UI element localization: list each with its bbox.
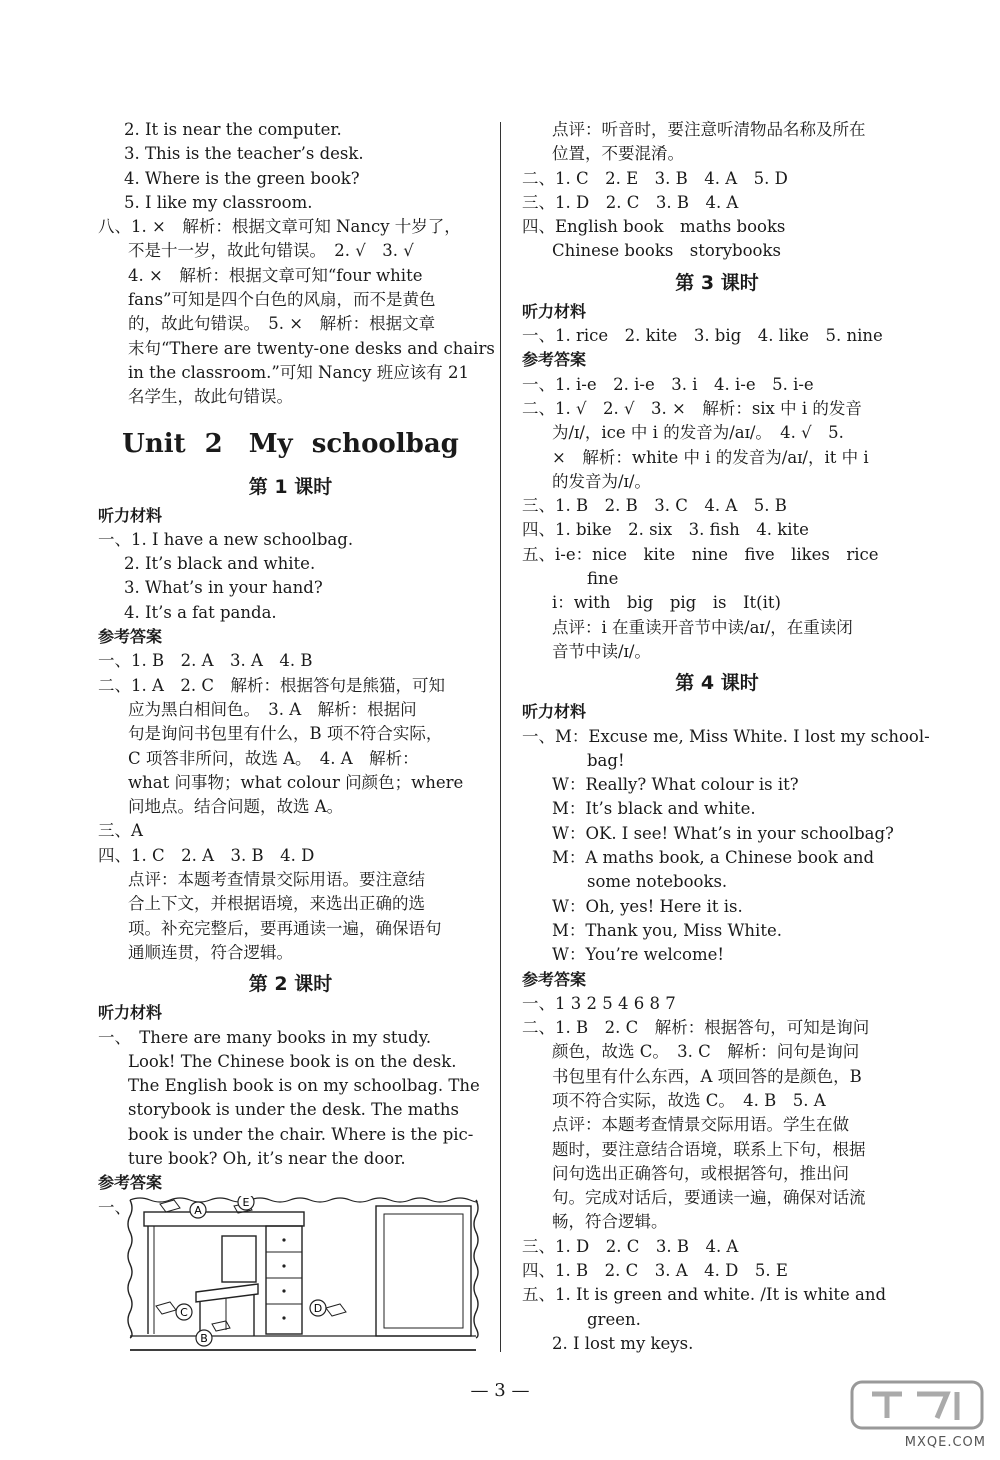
figure-label: E	[242, 1195, 250, 1209]
figure-label: D	[313, 1301, 323, 1315]
text-line: 五、i-e：nice kite nine five likes rice	[522, 544, 879, 564]
lesson-title: 第 1 课时	[248, 475, 333, 498]
text-line: 为/ɪ/，ice 中 i 的发音为/aɪ/。 4. √ 5.	[552, 423, 844, 443]
figure-lead: 一、	[98, 1197, 131, 1217]
text-line: 五、1. It is green and white. /It is white and	[522, 1285, 887, 1305]
lesson-title: 第 3 课时	[675, 271, 759, 294]
text-line: 一、1. B 2. A 3. A 4. B	[98, 651, 313, 671]
text-line: i：with big pig is It(it)	[552, 593, 781, 613]
text-line: ture book? Oh, it’s near the door.	[128, 1148, 406, 1168]
text-line: 一、1. I have a new schoolbag.	[98, 529, 354, 549]
section-heading: 听力材料	[98, 1003, 163, 1023]
section-heading: 听力材料	[98, 505, 163, 525]
text-line: 应为黑白相间色。 3. A 解析：根据问	[128, 699, 417, 719]
section-heading: 参考答案	[522, 969, 587, 989]
text-line: 2. I lost my keys.	[552, 1333, 694, 1353]
text-line: 三、1. D 2. C 3. B 4. A	[522, 192, 739, 212]
text-line: 名学生，故此句错误。	[128, 387, 293, 407]
right-column	[522, 118, 930, 1356]
text-line: × 解析：white 中 i 的发音为/aɪ/，it 中 i	[552, 447, 869, 467]
comment-line: 项。补充完整后，要再通读一遍，确保语句	[128, 918, 442, 938]
text-line: 的发音为/ɪ/。	[552, 471, 651, 491]
text-line: 二、1. A 2. C 解析：根据答句是熊猫，可知	[98, 675, 446, 695]
text-line: 4. It’s a fat panda.	[124, 602, 277, 622]
dialogue-line: W：You’re welcome!	[552, 945, 725, 965]
text-line: 八、1. × 解析：根据文章可知 Nancy 十岁了，	[98, 217, 461, 237]
text-line: 3. What’s in your hand?	[124, 578, 323, 598]
comment-line: 位置，不要混淆。	[552, 144, 684, 164]
dialogue-line: W：Really? What colour is it?	[552, 775, 799, 795]
figure-label: C	[180, 1305, 188, 1319]
unit-title: Unit 2 My schoolbag	[122, 428, 459, 459]
text-line: 四、English book maths books	[522, 217, 786, 237]
text-line: Look! The Chinese book is on the desk.	[128, 1051, 457, 1071]
text-line: 二、1. B 2. C 解析：根据答句，可知是询问	[522, 1018, 870, 1038]
text-line: 2. It’s black and white.	[124, 554, 316, 574]
text-line: 的，故此句错误。 5. × 解析：根据文章	[128, 314, 436, 334]
text-line: 4. Where is the green book?	[124, 168, 360, 188]
text-line: 一、1. rice 2. kite 3. big 4. like 5. nine	[522, 326, 883, 346]
text-line: 5. I like my classroom.	[124, 192, 313, 212]
figure-label: A	[194, 1203, 202, 1217]
text-line: fine	[587, 569, 619, 589]
text-line: 颜色，故选 C。 3. C 解析：问句是询问	[552, 1042, 860, 1062]
comment-line: 通顺连贯，符合逻辑。	[128, 942, 293, 962]
dialogue-line: W：Oh, yes! Here it is.	[552, 896, 743, 916]
text-line: fans”可知是四个白色的风扇，而不是黄色	[128, 290, 436, 310]
column-divider	[500, 122, 501, 1352]
comment-line: 合上下文，并根据语境，来选出正确的选	[128, 894, 425, 914]
text-line: 四、1. B 2. C 3. A 4. D 5. E	[522, 1261, 788, 1281]
text-line: what 问事物；what colour 问颜色；where	[128, 772, 464, 792]
text-line: 2. It is near the computer.	[124, 120, 342, 139]
section-heading: 参考答案	[98, 1173, 163, 1193]
section-heading: 参考答案	[522, 350, 587, 370]
comment-line: 点评：本题考查情景交际用语。学生在做	[552, 1115, 849, 1135]
dialogue-line: 一、M：Excuse me, Miss White. I lost my school-	[522, 726, 930, 746]
text-line: 4. × 解析：根据文章可知“four white	[128, 265, 423, 285]
text-line: Chinese books storybooks	[552, 241, 781, 261]
text-line: 一、1. i-e 2. i-e 3. i 4. i-e 5. i-e	[522, 374, 814, 394]
text-line: book is under the chair. Where is the pic-	[128, 1124, 474, 1144]
text-line: 一、 There are many books in my study.	[98, 1027, 432, 1047]
text-line: 三、1. D 2. C 3. B 4. A	[522, 1236, 739, 1256]
text-line: in the classroom.”可知 Nancy 班应该有 21	[128, 362, 469, 382]
section-heading: 参考答案	[98, 627, 163, 647]
text-line: 一、1 3 2 5 4 6 8 7	[522, 993, 676, 1013]
comment-line: 问句选出正确答句，或根据答句，推出问	[552, 1163, 849, 1183]
text-line: 三、1. B 2. B 3. C 4. A 5. B	[522, 496, 787, 516]
lesson-title: 第 4 课时	[675, 672, 759, 695]
text-line: 四、1. C 2. A 3. B 4. D	[98, 845, 315, 865]
text-line: 句是询问书包里有什么，B 项不符合实际，	[128, 724, 443, 744]
section-heading: 听力材料	[522, 702, 587, 722]
dialogue-line: M：A maths book, a Chinese book and	[552, 848, 875, 868]
text-line: 不是十一岁，故此句错误。 2. √ 3. √	[128, 241, 414, 261]
room-drawing	[126, 1196, 481, 1354]
text-line: 问地点。结合问题，故选 A。	[128, 797, 344, 817]
page-number: — 3 —	[470, 1380, 530, 1401]
comment-line: 点评：i 在重读开音节中读/aɪ/，在重读闭	[552, 617, 853, 637]
comment-line: 点评：本题考查情景交际用语。要注意结	[128, 870, 425, 890]
text-line: 二、1. √ 2. √ 3. × 解析：six 中 i 的发音	[522, 398, 862, 418]
text-line: The English book is on my schoolbag. The	[128, 1076, 480, 1096]
text-line: 3. This is the teacher’s desk.	[124, 144, 364, 164]
lesson-title: 第 2 课时	[248, 973, 333, 996]
text-line: storybook is under the desk. The maths	[128, 1100, 460, 1120]
watermark-text: MXQE.COM	[904, 1435, 986, 1450]
figure-label: B	[200, 1331, 208, 1345]
dialogue-line: bag!	[587, 750, 625, 770]
comment-line: 题时，要注意结合语境，联系上下句，根据	[552, 1139, 866, 1159]
text-line: 末句“There are twenty-one desks and chairs	[128, 338, 495, 358]
text-line: 书包里有什么东西，A 项回答的是颜色，B	[552, 1066, 862, 1086]
comment-line: 音节中读/ɪ/。	[552, 641, 651, 661]
text-line: 二、1. C 2. E 3. B 4. A 5. D	[522, 168, 788, 188]
left-column	[98, 118, 495, 1354]
dialogue-line: M：It’s black and white.	[552, 799, 756, 819]
dialogue-line: M：Thank you, Miss White.	[552, 920, 782, 940]
text-line: 项不符合实际，故选 C。 4. B 5. A	[552, 1090, 826, 1110]
comment-line: 畅，符合逻辑。	[552, 1212, 668, 1232]
study-room-figure	[98, 1195, 481, 1354]
section-heading: 听力材料	[522, 301, 587, 321]
dialogue-line: some notebooks.	[587, 872, 728, 892]
dialogue-line: W：OK. I see! What’s in your schoolbag?	[552, 823, 894, 843]
comment-line: 句。完成对话后，要通读一遍，确保对话流	[552, 1188, 866, 1208]
text-line: 三、A	[98, 821, 143, 841]
text-line: 四、1. bike 2. six 3. fish 4. kite	[522, 520, 809, 540]
text-line: green.	[587, 1309, 641, 1329]
text-line: C 项答非所问，故选 A。 4. A 解析：	[128, 748, 419, 768]
comment-line: 点评：听音时，要注意听清物品名称及所在	[552, 120, 866, 139]
